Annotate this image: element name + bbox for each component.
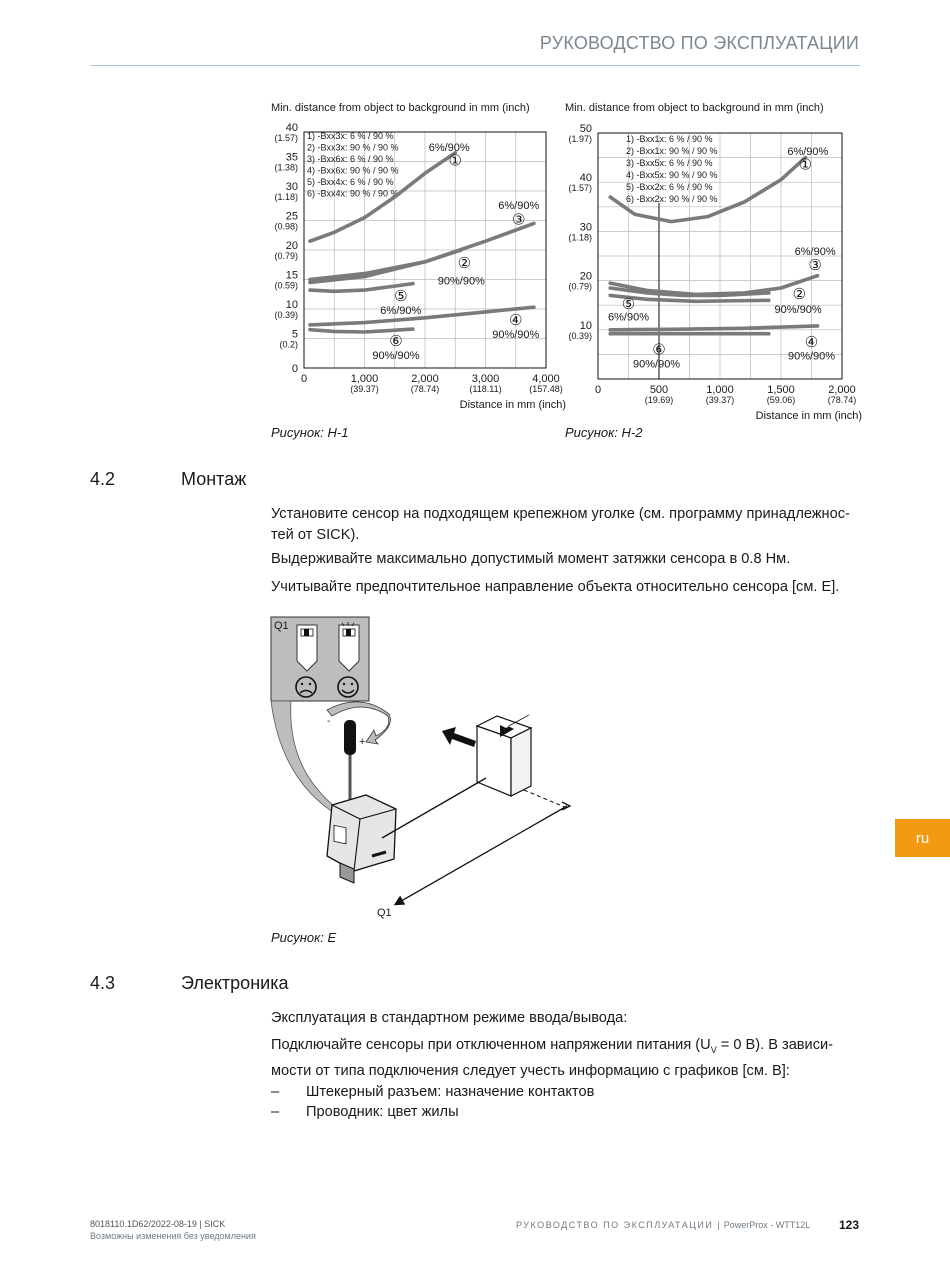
legend-entry: 2) -Bxx3x: 90 % / 90 % xyxy=(307,142,399,153)
y-tick-label: 20 xyxy=(285,240,298,252)
y-tick-label: 15 xyxy=(285,269,298,282)
chart-h1 xyxy=(262,120,582,420)
y-tick-sublabel: (0.59) xyxy=(274,280,298,291)
legend-entry: 3) -Bxx6x: 6 % / 90 % xyxy=(307,154,394,164)
x-tick-sublabel: (118.11) xyxy=(469,384,502,394)
footer-note: Возможны изменения без уведомления xyxy=(90,1231,256,1241)
series-marker-5: ⑤ xyxy=(394,288,408,306)
y-tick-sublabel: (1.18) xyxy=(274,192,298,202)
series-marker-3: ③ xyxy=(808,256,822,274)
y-tick-label: 30 xyxy=(579,221,592,234)
chart-h1-title: Min. distance from object to background in mm (inch) xyxy=(271,102,530,114)
y-tick-sublabel: (0.2) xyxy=(279,339,298,350)
departure-arrow-icon xyxy=(442,727,476,747)
y-tick-label: 35 xyxy=(285,151,298,164)
y-tick-label: 40 xyxy=(285,122,298,134)
y-tick-label: 10 xyxy=(285,299,298,311)
legend-entry: 1) -Bxx3x: 6 % / 90 % xyxy=(307,131,394,141)
series-curve-6 xyxy=(310,329,413,332)
caption-h2: Рисунок: H-2 xyxy=(565,425,643,440)
series-marker-6: ⑥ xyxy=(389,332,403,350)
y-tick-sublabel: (0.79) xyxy=(274,251,298,261)
x-tick-label: 1,500 xyxy=(767,384,795,396)
series-label-4: 90%/90% xyxy=(787,350,836,363)
y-tick-sublabel: (1.57) xyxy=(568,183,592,194)
y-tick-sublabel: (0.39) xyxy=(568,330,592,341)
section-43-number: 4.3 xyxy=(90,973,116,993)
series-marker-2: ② xyxy=(792,285,807,303)
x-tick-sublabel: (39.37) xyxy=(350,384,379,394)
footer-doc-number: 8018110.1D62/2022-08-19 | SICK xyxy=(90,1219,226,1229)
series-label-1: 6%/90% xyxy=(428,141,470,154)
section-43-paragraph-2: Подключайте сенсоры при отключенном напряжении питания ($U_V = 0$ В). В зависи- мости от типа подключения следует учесть информацию с графиков [см. B]: xyxy=(271,1037,834,1079)
series-label-5: 6%/90% xyxy=(380,305,422,318)
legend-entry: 5) -Bxx2x: 6 % / 90 % xyxy=(626,182,713,192)
legend-entry: 2) -Bxx1x: 90 % / 90 % xyxy=(626,146,718,156)
x-tick-label: 500 xyxy=(649,384,669,396)
x-axis-label: Distance in mm (inch) xyxy=(459,399,566,411)
series-label-2: 90%/90% xyxy=(774,304,822,317)
legend-entry: 6) -Bxx4x: 90 % / 90 % xyxy=(307,188,399,199)
series-label-2: 90%/90% xyxy=(437,275,485,288)
series-curve-3 xyxy=(310,223,534,282)
legend-entry: 5) -Bxx4x: 6 % / 90 % xyxy=(307,177,394,187)
y-tick-sublabel: (1.18) xyxy=(568,232,592,243)
series-label-6: 90%/90% xyxy=(372,350,420,363)
section-43-title: Электроника xyxy=(181,973,289,993)
x-tick-label: 3,000 xyxy=(471,373,500,385)
y-tick-label: 50 xyxy=(579,123,592,135)
series-marker-1: ① xyxy=(798,156,813,174)
rotation-plus: + xyxy=(359,736,366,748)
section-42-paragraph-1: Установите сенсор на подходящем крепежном уголке (см. программу принадлежнос-тей от SICK). xyxy=(271,506,850,543)
x-tick-sublabel: (78.74) xyxy=(827,395,857,405)
series-label-5: 6%/90% xyxy=(608,311,649,324)
series-label-6: 90%/90% xyxy=(633,358,681,371)
x-tick-label: 1,000 xyxy=(350,373,379,385)
chart-h2 xyxy=(558,120,878,420)
series-label-1: 6%/90% xyxy=(787,146,829,159)
series-marker-4: ④ xyxy=(804,334,819,352)
y-tick-sublabel: (1.38) xyxy=(274,162,298,173)
legend-entry: 3) -Bxx5x: 6 % / 90 % xyxy=(626,158,713,168)
rotation-minus: - xyxy=(327,716,331,727)
legend-entry: 4) -Bxx5x: 90 % / 90 % xyxy=(626,170,718,180)
y-tick-label: 10 xyxy=(579,319,592,332)
y-tick-sublabel: (1.57) xyxy=(274,133,298,143)
y-tick-label: 40 xyxy=(579,172,592,185)
figure-e-illustration xyxy=(262,608,602,928)
series-marker-5: ⑤ xyxy=(621,296,636,314)
series-label-4: 90%/90% xyxy=(492,328,540,341)
x-tick-label: 0 xyxy=(300,373,308,385)
legend-entry: 4) -Bxx6x: 90 % / 90 % xyxy=(307,165,399,176)
x-tick-sublabel: (157.48) xyxy=(529,384,563,394)
distance-label: Q1 xyxy=(377,907,392,919)
caption-e: Рисунок: E xyxy=(271,930,337,945)
x-tick-label: 1,000 xyxy=(706,384,734,396)
indicator-panel-label: Q1 xyxy=(274,620,289,632)
series-label-3: 6%/90% xyxy=(498,200,540,213)
screwdriver-handle-icon xyxy=(344,720,356,755)
y-tick-label: 20 xyxy=(579,270,592,283)
section-42-number: 4.2 xyxy=(90,469,116,489)
header-rule xyxy=(90,65,860,66)
list-item: – Штекерный разъем: назначение контактов xyxy=(271,1084,595,1100)
series-curve-4 xyxy=(610,326,817,330)
document-header-title: РУКОВОДСТВО ПО ЭКСПЛУАТАЦИИ xyxy=(539,33,859,53)
series-curve-4 xyxy=(310,307,534,325)
language-tab[interactable]: ru xyxy=(895,819,950,857)
series-marker-4: ④ xyxy=(509,312,523,330)
y-tick-label: 25 xyxy=(285,210,298,223)
y-tick-label: 5 xyxy=(291,328,298,341)
page-number: 123 xyxy=(838,1218,859,1232)
series-marker-1: ① xyxy=(448,152,462,170)
footer-manual-title: РУКОВОДСТВО ПО ЭКСПЛУАТАЦИИ | PowerProx - WTT12L xyxy=(516,1220,811,1230)
x-tick-label: 2,000 xyxy=(411,373,439,385)
x-tick-sublabel: (39.37) xyxy=(705,395,735,405)
y-tick-label: 0 xyxy=(291,363,298,375)
series-label-3: 6%/90% xyxy=(794,246,836,259)
screwdriver-shaft xyxy=(349,755,352,800)
x-tick-label: 2,000 xyxy=(828,384,856,396)
x-tick-label: 4,000 xyxy=(532,373,560,385)
y-tick-label: 30 xyxy=(285,181,298,193)
y-tick-sublabel: (1.97) xyxy=(568,134,592,144)
x-tick-sublabel: (59.06) xyxy=(766,395,796,405)
section-42-paragraph-3: Учитывайте предпочтительное направление объекта относительно сенсора [см. E]. xyxy=(271,579,840,595)
y-tick-sublabel: (0.39) xyxy=(274,310,298,320)
section-42-paragraph-2: Выдерживайте максимально допустимый момент затяжки сенсора в 0.8 Нм. xyxy=(271,551,791,567)
legend-entry: 6) -Bxx2x: 90 % / 90 % xyxy=(626,194,718,204)
x-axis-label: Distance in mm (inch) xyxy=(755,410,862,422)
section-43-paragraph-1: Эксплуатация в стандартном режиме ввода/вывода: xyxy=(271,1010,628,1026)
x-tick-label: 0 xyxy=(594,384,602,396)
caption-h1: Рисунок: H-1 xyxy=(271,425,349,440)
series-marker-6: ⑥ xyxy=(652,341,666,359)
x-tick-sublabel: (19.69) xyxy=(644,395,674,405)
distance-arrow xyxy=(396,806,567,904)
footer-doc-info xyxy=(90,1218,256,1242)
section-42-title: Монтаж xyxy=(181,469,247,489)
series-marker-3: ③ xyxy=(512,211,526,229)
series-marker-2: ② xyxy=(457,254,472,272)
list-item: – Проводник: цвет жилы xyxy=(271,1104,459,1120)
chart-h2-title: Min. distance from object to background in mm (inch) xyxy=(565,102,824,114)
y-tick-sublabel: (0.98) xyxy=(274,221,298,232)
x-tick-sublabel: (78.74) xyxy=(410,384,440,394)
legend-entry: 1) -Bxx1x: 6 % / 90 % xyxy=(626,134,713,144)
y-tick-sublabel: (0.79) xyxy=(568,281,592,292)
